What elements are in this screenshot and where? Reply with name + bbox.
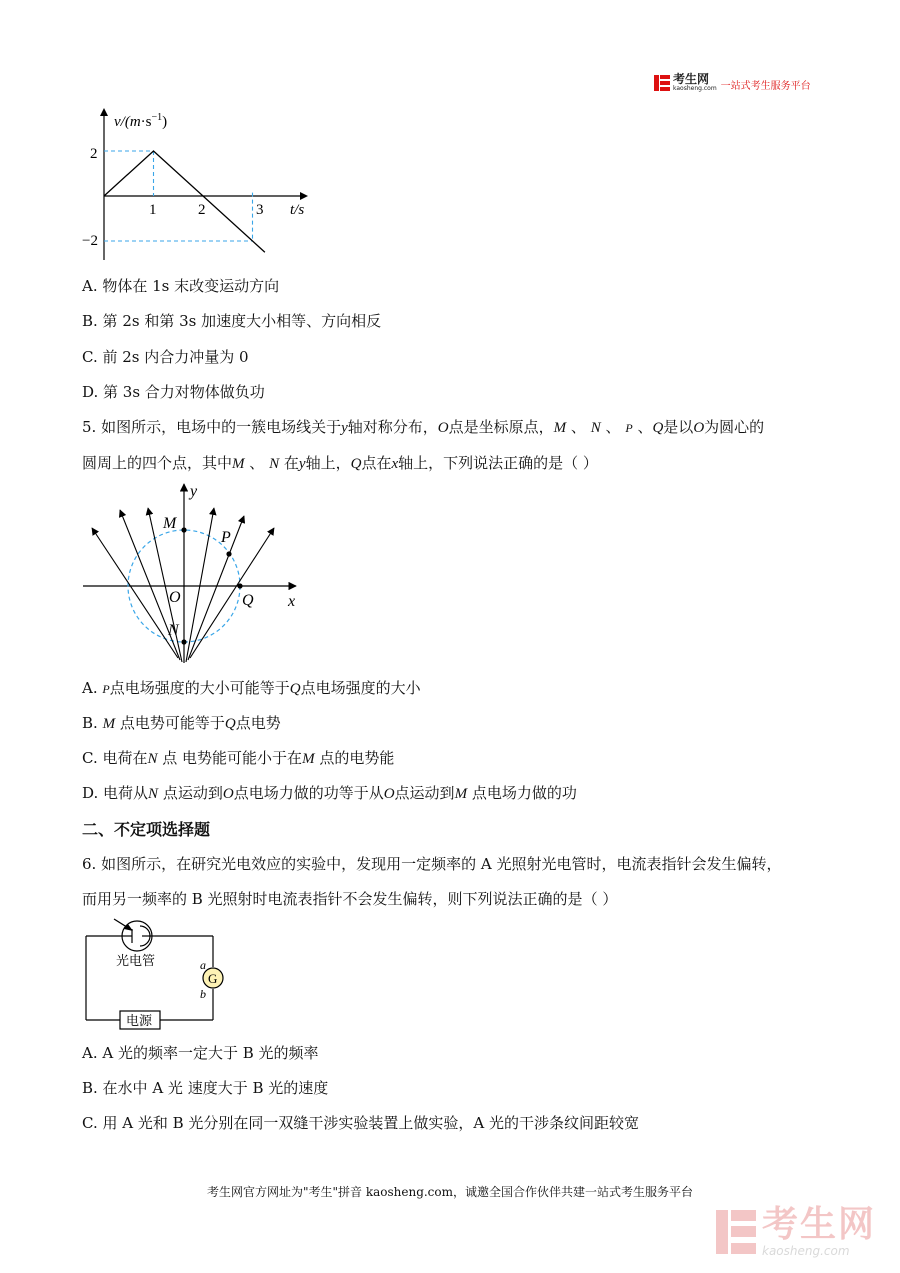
t-axis-label: t/s: [290, 202, 305, 218]
point-p: [226, 551, 231, 556]
v-axis-label: $v/(m\cdot s^{-1})$: [114, 112, 168, 130]
q6-stem-line1: 6. 如图所示，在研究光电效应的实验中，发现用一定频率的 A 光照射光电管时，电流表指针会发生偏转，: [82, 855, 782, 873]
label-o: O: [169, 589, 181, 606]
label-q: Q: [242, 592, 254, 609]
q4-option-d[interactable]: D. 第 3s 合力对物体做负功: [82, 383, 265, 401]
watermark-name: 考生网: [762, 1204, 877, 1245]
kaosheng-logo-icon: [654, 75, 670, 91]
field-line: [186, 508, 214, 662]
header-brand: [654, 73, 811, 92]
watermark-domain: kaosheng.com: [762, 1244, 850, 1258]
velocity-line: [104, 151, 265, 252]
tick-3: 3: [256, 202, 264, 218]
section-title: 二、不定项选择题: [82, 820, 211, 839]
point-q: [237, 583, 242, 588]
q4-option-c[interactable]: C. 前 2s 内合力冲量为 0: [82, 348, 249, 366]
label-x: x: [288, 593, 296, 610]
v-axis-arrow-icon: [100, 108, 108, 116]
brand-slogan: 一站式考生服务平台: [720, 81, 811, 92]
tick-1: 1: [149, 202, 157, 218]
q5-option-b[interactable]: B. M 点电势可能等于Q点电势: [82, 714, 281, 732]
label-y: y: [190, 483, 198, 500]
footer-text: 考生网官方网址为"考生"拼音 kaosheng.com，诚邀全国合作伙伴共建一站式考生服务平台: [206, 1185, 694, 1199]
label-m: M: [163, 515, 177, 532]
point-m: [181, 527, 186, 532]
q5-stem-line2: 圆周上的四个点，其中M 、 N 在y轴上，Q点在x轴上，下列说法正确的是（ ）: [82, 454, 598, 472]
vt-graph: [70, 100, 330, 265]
watermark: [716, 1206, 876, 1258]
brand-text: [673, 73, 717, 92]
tick-y-neg2: −2: [82, 233, 98, 249]
brand-domain: kaosheng.com: [673, 85, 717, 92]
q4-option-b[interactable]: B. 第 2s 和第 3s 加速度大小相等、方向相反: [82, 312, 382, 330]
q5-option-d[interactable]: D. 电荷从N 点运动到O点电场力做的功等于从O点运动到M 点电场力做的功: [82, 784, 577, 802]
watermark-logo-icon: [716, 1210, 756, 1254]
q5-option-a[interactable]: A. P点电场强度的大小可能等于Q点电场强度的大小: [82, 679, 421, 697]
terminal-b: b: [200, 987, 206, 1001]
label-n: N: [168, 622, 179, 639]
q6-option-a[interactable]: A. A 光的频率一定大于 B 光的频率: [82, 1044, 319, 1062]
t-axis-arrow-icon: [300, 192, 308, 200]
source-label: 电源: [126, 1014, 153, 1029]
tube-label: 光电管: [116, 954, 156, 969]
q6-option-b[interactable]: B. 在水中 A 光 速度大于 B 光的速度: [82, 1079, 329, 1097]
point-n: [181, 639, 186, 644]
tick-y-2: 2: [90, 146, 98, 162]
terminal-a: a: [200, 958, 206, 972]
tick-2: 2: [198, 202, 206, 218]
q6-option-c[interactable]: C. 用 A 光和 B 光分别在同一双缝干涉实验装置上做实验，A 光的干涉条纹间距较宽: [82, 1114, 640, 1132]
brand-name: 考生网: [673, 72, 710, 86]
q5-option-c[interactable]: C. 电荷在N 点 电势能可能小于在M 点的电势能: [82, 749, 395, 767]
meter-label: G: [208, 971, 218, 986]
q6-stem-line2: 而用另一频率的 B 光照射时电流表指针不会发生偏转，则下列说法正确的是（ ）: [82, 890, 618, 908]
photoelectric-circuit: [80, 915, 230, 1035]
q4-option-a[interactable]: A. 物体在 1s 末改变运动方向: [82, 277, 280, 295]
label-p: P: [221, 529, 231, 546]
electric-field-figure: [78, 478, 318, 668]
q5-stem-line1: 5. 如图所示，电场中的一簇电场线关于y轴对称分布，O点是坐标原点，M 、 N 、 P 、Q是以O为圆心的: [82, 418, 765, 436]
